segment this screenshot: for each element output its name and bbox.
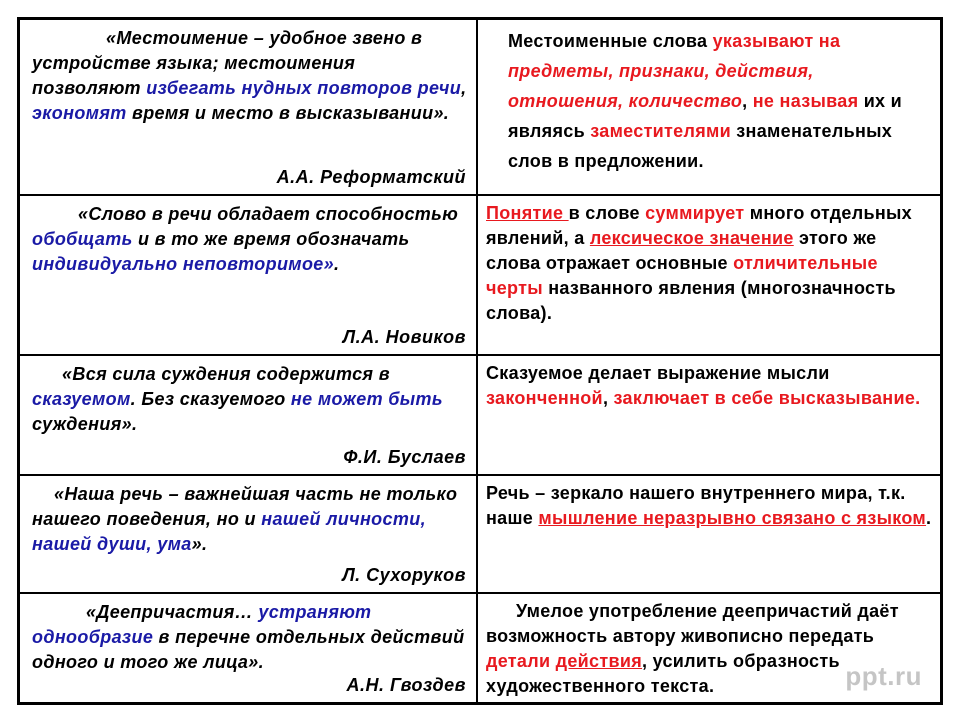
definition-text (478, 20, 940, 176)
emphasis-text: Понятие (486, 203, 569, 223)
comparison-table (17, 17, 943, 705)
text-segment: в слове (568, 203, 646, 223)
emphasis-text: отношения, количество (508, 91, 743, 111)
text-segment: , (742, 91, 753, 111)
emphasis-text: обобщать (32, 229, 133, 249)
text-segment: Умелое употребление деепричастий даёт возможность автору живописно передать (486, 601, 899, 646)
text-segment: «Деепричастия… (86, 602, 259, 622)
quote-text (20, 594, 476, 675)
definition-cell-2 (478, 196, 940, 356)
quote-text (20, 476, 476, 557)
emphasis-text: детали (486, 651, 551, 671)
emphasis-text: законченной (486, 388, 603, 408)
emphasis-text: не может быть (290, 389, 443, 409)
text-segment: знаменательных слов в предложении. (508, 121, 893, 171)
emphasis-text: действия (555, 651, 643, 671)
emphasis-text: экономят (32, 103, 127, 123)
definition-text (478, 356, 940, 411)
text-segment: суждения». (32, 414, 138, 434)
emphasis-text: устраняют однообразие (32, 602, 372, 647)
text-segment: этого же слова отражает основные (486, 228, 877, 273)
emphasis-text: заместителями (590, 121, 731, 141)
emphasis-text: не называя (752, 91, 859, 111)
quote-cell-3 (20, 356, 478, 476)
text-segment: Речь – зеркало нашего внутреннего мира, т.к. наше (486, 483, 906, 528)
text-segment: «Наша речь – важнейшая часть не только нашего поведения, но и (32, 484, 458, 529)
text-segment: , (461, 78, 467, 98)
quote-author: Ф.И. Буслаев (343, 447, 466, 467)
text-segment: Сказуемое делает выражение мысли (486, 363, 830, 383)
emphasis-text: нашей личности, нашей души, ума (32, 509, 426, 554)
quote-author: А.А. Реформатский (276, 167, 466, 187)
definition-text (478, 196, 940, 326)
quote-author: А.Н. Гвоздев (346, 675, 466, 695)
text-segment: «Слово в речи обладает способностью (78, 204, 459, 224)
quote-cell-5 (20, 594, 478, 702)
text-segment: , (602, 388, 614, 408)
text-segment: «Вся сила суждения содержится в (62, 364, 390, 384)
emphasis-text: избегать нудных повторов речи (146, 78, 462, 98)
emphasis-text: заключает в себе высказывание. (613, 388, 921, 408)
text-segment: названного явления (многозначность слова). (486, 278, 896, 323)
text-segment: время и место в высказывании». (126, 103, 450, 123)
quote-author: Л.А. Новиков (342, 327, 466, 347)
text-segment: ». (191, 534, 208, 554)
watermark-logo: ppt.ru (845, 661, 922, 691)
text-segment: . (334, 254, 340, 274)
emphasis-text: предметы, признаки, действия, (508, 61, 814, 81)
definition-cell-4 (478, 476, 940, 594)
emphasis-text: индивидуально неповторимое» (32, 254, 335, 274)
text-segment: Местоименные слова (508, 31, 713, 51)
emphasis-text: мышление неразрывно связано с языком (538, 508, 927, 528)
quote-text (20, 20, 476, 126)
quote-text (20, 356, 476, 437)
text-segment: . (926, 508, 932, 528)
quote-text (20, 196, 476, 277)
text-segment: много отдельных явлений, а (486, 203, 912, 248)
text-segment: их и являясь (508, 91, 903, 141)
emphasis-text: лексическое значение (589, 228, 794, 248)
emphasis-text: отличительные черты (486, 253, 878, 298)
quote-cell-4 (20, 476, 478, 594)
quote-cell-1 (20, 20, 478, 196)
definition-cell-3 (478, 356, 940, 476)
text-segment: . Без сказуемого (130, 389, 291, 409)
quote-author: Л. Сухоруков (342, 565, 466, 585)
emphasis-text: указывают на (712, 31, 841, 51)
text-segment: в перечне отдельных действий одного и того же лица». (32, 627, 465, 672)
text-segment: и в то же время обозначать (132, 229, 410, 249)
emphasis-text: суммирует (645, 203, 745, 223)
definition-cell-1 (478, 20, 940, 196)
emphasis-text: сказуемом (32, 389, 131, 409)
definition-text (478, 476, 940, 531)
quote-cell-2 (20, 196, 478, 356)
text-segment: «Местоимение – удобное звено в устройстве языка; местоимения позволяют (32, 28, 423, 98)
text-segment: , усилить образность художественного текста. (486, 651, 840, 696)
